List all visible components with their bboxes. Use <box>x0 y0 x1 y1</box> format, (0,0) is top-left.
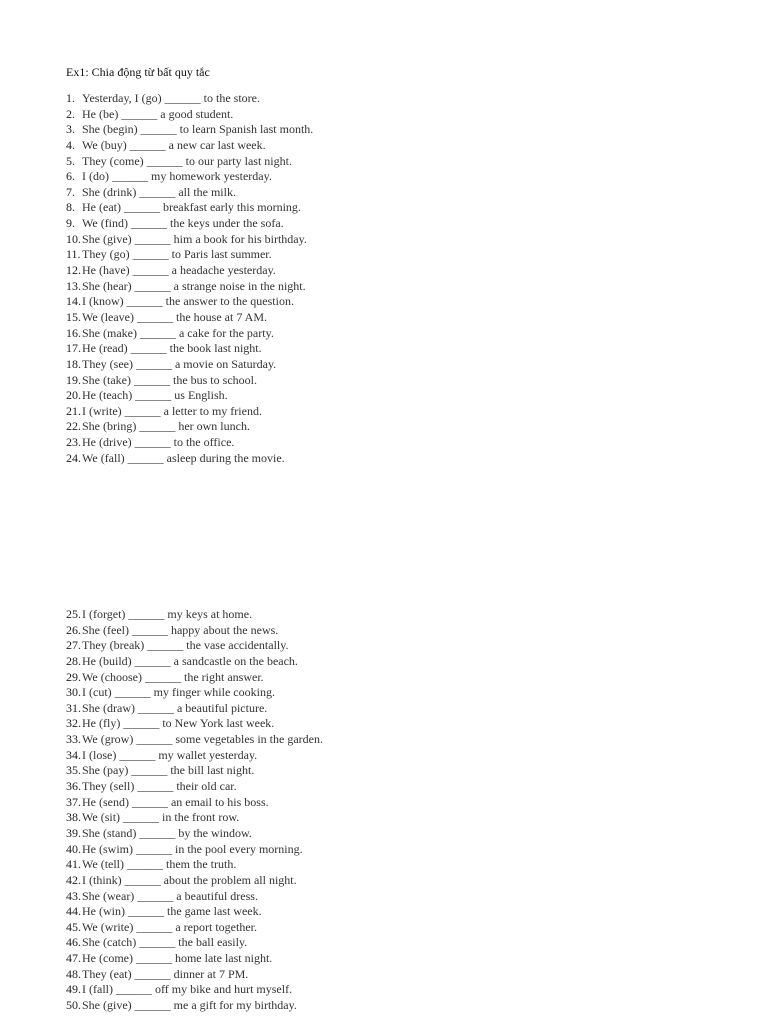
exercise-item-text: They (see) ______ a movie on Saturday. <box>82 356 277 371</box>
exercise-item-text: We (buy) ______ a new car last week. <box>82 137 266 152</box>
exercise-item <box>66 91 313 107</box>
exercise-item <box>66 826 323 842</box>
exercise-item-text: She (catch) ______ the ball easily. <box>82 935 248 950</box>
exercise-item <box>66 404 313 420</box>
exercise-item <box>66 670 323 686</box>
exercise-item <box>66 920 323 936</box>
exercise-item-number: 13. <box>66 278 81 293</box>
exercise-item <box>66 654 323 670</box>
exercise-item-text: I (forget) ______ my keys at home. <box>82 607 253 621</box>
exercise-item-number: 29. <box>66 669 81 684</box>
exercise-item-text: She (give) ______ me a gift for my birthday. <box>82 998 297 1013</box>
exercise-item <box>66 810 323 826</box>
exercise-item <box>66 889 323 905</box>
exercise-item-text: He (swim) ______ in the pool every morning. <box>82 841 303 856</box>
exercise-item <box>66 873 323 889</box>
exercise-item-text: She (wear) ______ a beautiful dress. <box>82 888 258 903</box>
exercise-item <box>66 951 323 967</box>
exercise-item <box>66 122 313 138</box>
exercise-item <box>66 419 313 435</box>
exercise-item-text: She (pay) ______ the bill last night. <box>82 763 255 778</box>
exercise-item-number: 4. <box>66 137 75 152</box>
exercise-item-number: 19. <box>66 372 81 387</box>
exercise-item <box>66 435 313 451</box>
exercise-item-text: They (come) ______ to our party last night. <box>82 153 292 168</box>
exercise-item-number: 27. <box>66 638 81 653</box>
exercise-item-text: He (build) ______ a sandcastle on the beach. <box>82 653 298 668</box>
exercise-item-text: He (be) ______ a good student. <box>82 106 234 121</box>
exercise-item-number: 36. <box>66 779 81 794</box>
exercise-item-text: She (give) ______ him a book for his birthday. <box>82 231 307 246</box>
exercise-list-part-2 <box>66 607 323 1014</box>
exercise-item-text: He (teach) ______ us English. <box>82 388 228 403</box>
exercise-item-text: I (do) ______ my homework yesterday. <box>82 169 272 184</box>
exercise-item <box>66 154 313 170</box>
exercise-item <box>66 357 313 373</box>
exercise-item <box>66 388 313 404</box>
exercise-item <box>66 842 323 858</box>
exercise-item-number: 11. <box>66 247 81 262</box>
exercise-item <box>66 310 313 326</box>
exercise-item-number: 24. <box>66 450 81 465</box>
exercise-item <box>66 373 313 389</box>
exercise-item-number: 25. <box>66 607 81 621</box>
exercise-item-number: 22. <box>66 419 81 434</box>
exercise-item-number: 17. <box>66 341 81 356</box>
exercise-item-text: We (leave) ______ the house at 7 AM. <box>82 309 267 324</box>
exercise-item <box>66 638 323 654</box>
exercise-item-number: 44. <box>66 904 81 919</box>
exercise-item <box>66 169 313 185</box>
exercise-item-text: He (have) ______ a headache yesterday. <box>82 263 276 278</box>
exercise-item-text: They (eat) ______ dinner at 7 PM. <box>82 966 249 981</box>
exercise-item <box>66 795 323 811</box>
exercise-item-text: He (eat) ______ breakfast early this morning. <box>82 200 301 215</box>
exercise-item-text: I (think) ______ about the problem all night. <box>82 872 297 887</box>
exercise-item-text: They (break) ______ the vase accidentally. <box>82 638 289 653</box>
exercise-item-text: They (go) ______ to Paris last summer. <box>82 247 272 262</box>
exercise-item-text: She (hear) ______ a strange noise in the night. <box>82 278 306 293</box>
exercise-item-number: 46. <box>66 935 81 950</box>
exercise-item-text: She (begin) ______ to learn Spanish last month. <box>82 122 314 137</box>
exercise-item-text: We (find) ______ the keys under the sofa. <box>82 216 284 231</box>
exercise-item-number: 49. <box>66 982 81 997</box>
exercise-item-number: 9. <box>66 216 75 231</box>
exercise-item <box>66 294 313 310</box>
exercise-item-text: He (send) ______ an email to his boss. <box>82 794 269 809</box>
exercise-item-number: 1. <box>66 91 75 105</box>
exercise-item <box>66 748 323 764</box>
exercise-item <box>66 998 323 1014</box>
exercise-item <box>66 341 313 357</box>
exercise-item-number: 3. <box>66 122 75 137</box>
exercise-item <box>66 607 323 623</box>
exercise-item-text: We (tell) ______ them the truth. <box>82 857 237 872</box>
exercise-item <box>66 763 323 779</box>
exercise-item-number: 18. <box>66 356 81 371</box>
exercise-item-number: 34. <box>66 747 81 762</box>
exercise-item-number: 15. <box>66 309 81 324</box>
exercise-item-text: He (fly) ______ to New York last week. <box>82 716 275 731</box>
exercise-item-text: She (draw) ______ a beautiful picture. <box>82 700 268 715</box>
exercise-item-text: We (choose) ______ the right answer. <box>82 669 264 684</box>
exercise-item-number: 50. <box>66 998 81 1013</box>
exercise-item-text: They (sell) ______ their old car. <box>82 779 237 794</box>
exercise-item-number: 30. <box>66 685 81 700</box>
exercise-item <box>66 904 323 920</box>
exercise-item-text: He (come) ______ home late last night. <box>82 951 273 966</box>
exercise-item-text: We (sit) ______ in the front row. <box>82 810 240 825</box>
exercise-item-number: 37. <box>66 794 81 809</box>
exercise-item-number: 41. <box>66 857 81 872</box>
exercise-item <box>66 685 323 701</box>
exercise-item-number: 42. <box>66 872 81 887</box>
exercise-item-text: He (win) ______ the game last week. <box>82 904 262 919</box>
exercise-title: Ex1: Chia động từ bất quy tắc <box>66 65 210 79</box>
exercise-item <box>66 279 313 295</box>
exercise-item <box>66 701 323 717</box>
exercise-item-number: 47. <box>66 951 81 966</box>
exercise-item <box>66 107 313 123</box>
exercise-item-number: 10. <box>66 231 81 246</box>
exercise-item-number: 20. <box>66 388 81 403</box>
exercise-item <box>66 779 323 795</box>
exercise-item <box>66 716 323 732</box>
exercise-item-number: 7. <box>66 184 75 199</box>
exercise-item-text: She (bring) ______ her own lunch. <box>82 419 250 434</box>
exercise-item-number: 23. <box>66 435 81 450</box>
exercise-item-text: Yesterday, I (go) ______ to the store. <box>82 91 260 105</box>
exercise-item <box>66 451 313 467</box>
exercise-item-number: 45. <box>66 919 81 934</box>
exercise-item-number: 5. <box>66 153 75 168</box>
exercise-item <box>66 935 323 951</box>
exercise-item <box>66 982 323 998</box>
exercise-item-text: She (feel) ______ happy about the news. <box>82 622 279 637</box>
exercise-item-number: 39. <box>66 825 81 840</box>
exercise-item-text: She (drink) ______ all the milk. <box>82 184 236 199</box>
exercise-item-number: 48. <box>66 966 81 981</box>
exercise-item <box>66 263 313 279</box>
exercise-item-text: She (take) ______ the bus to school. <box>82 372 257 387</box>
exercise-item-text: We (grow) ______ some vegetables in the garden. <box>82 732 323 747</box>
exercise-item-text: He (drive) ______ to the office. <box>82 435 235 450</box>
exercise-item-text: I (write) ______ a letter to my friend. <box>82 403 262 418</box>
exercise-item-text: She (stand) ______ by the window. <box>82 825 252 840</box>
exercise-item <box>66 857 323 873</box>
exercise-item-number: 31. <box>66 700 81 715</box>
exercise-item-number: 16. <box>66 325 81 340</box>
exercise-item-number: 14. <box>66 294 81 309</box>
exercise-item <box>66 138 313 154</box>
exercise-item <box>66 967 323 983</box>
exercise-item <box>66 326 313 342</box>
exercise-item-text: I (fall) ______ off my bike and hurt myself. <box>82 982 293 997</box>
exercise-item <box>66 247 313 263</box>
exercise-list-part-1 <box>66 91 313 466</box>
exercise-item <box>66 185 313 201</box>
exercise-item-text: I (cut) ______ my finger while cooking. <box>82 685 275 700</box>
exercise-item-text: I (know) ______ the answer to the question. <box>82 294 294 309</box>
exercise-item <box>66 200 313 216</box>
exercise-item-text: She (make) ______ a cake for the party. <box>82 325 274 340</box>
exercise-item-number: 28. <box>66 653 81 668</box>
exercise-item-text: I (lose) ______ my wallet yesterday. <box>82 747 258 762</box>
exercise-item-number: 8. <box>66 200 75 215</box>
exercise-item-number: 26. <box>66 622 81 637</box>
exercise-item-text: We (write) ______ a report together. <box>82 919 257 934</box>
exercise-item-number: 12. <box>66 263 81 278</box>
exercise-item-number: 6. <box>66 169 75 184</box>
exercise-item-number: 2. <box>66 106 75 121</box>
exercise-item-text: He (read) ______ the book last night. <box>82 341 262 356</box>
exercise-item-text: We (fall) ______ asleep during the movie. <box>82 450 285 465</box>
exercise-item-number: 35. <box>66 763 81 778</box>
exercise-item-number: 21. <box>66 403 81 418</box>
exercise-item <box>66 732 323 748</box>
exercise-item-number: 38. <box>66 810 81 825</box>
exercise-item <box>66 623 323 639</box>
exercise-item-number: 33. <box>66 732 81 747</box>
exercise-item <box>66 232 313 248</box>
exercise-item-number: 40. <box>66 841 81 856</box>
exercise-item-number: 43. <box>66 888 81 903</box>
exercise-item-number: 32. <box>66 716 81 731</box>
exercise-item <box>66 216 313 232</box>
